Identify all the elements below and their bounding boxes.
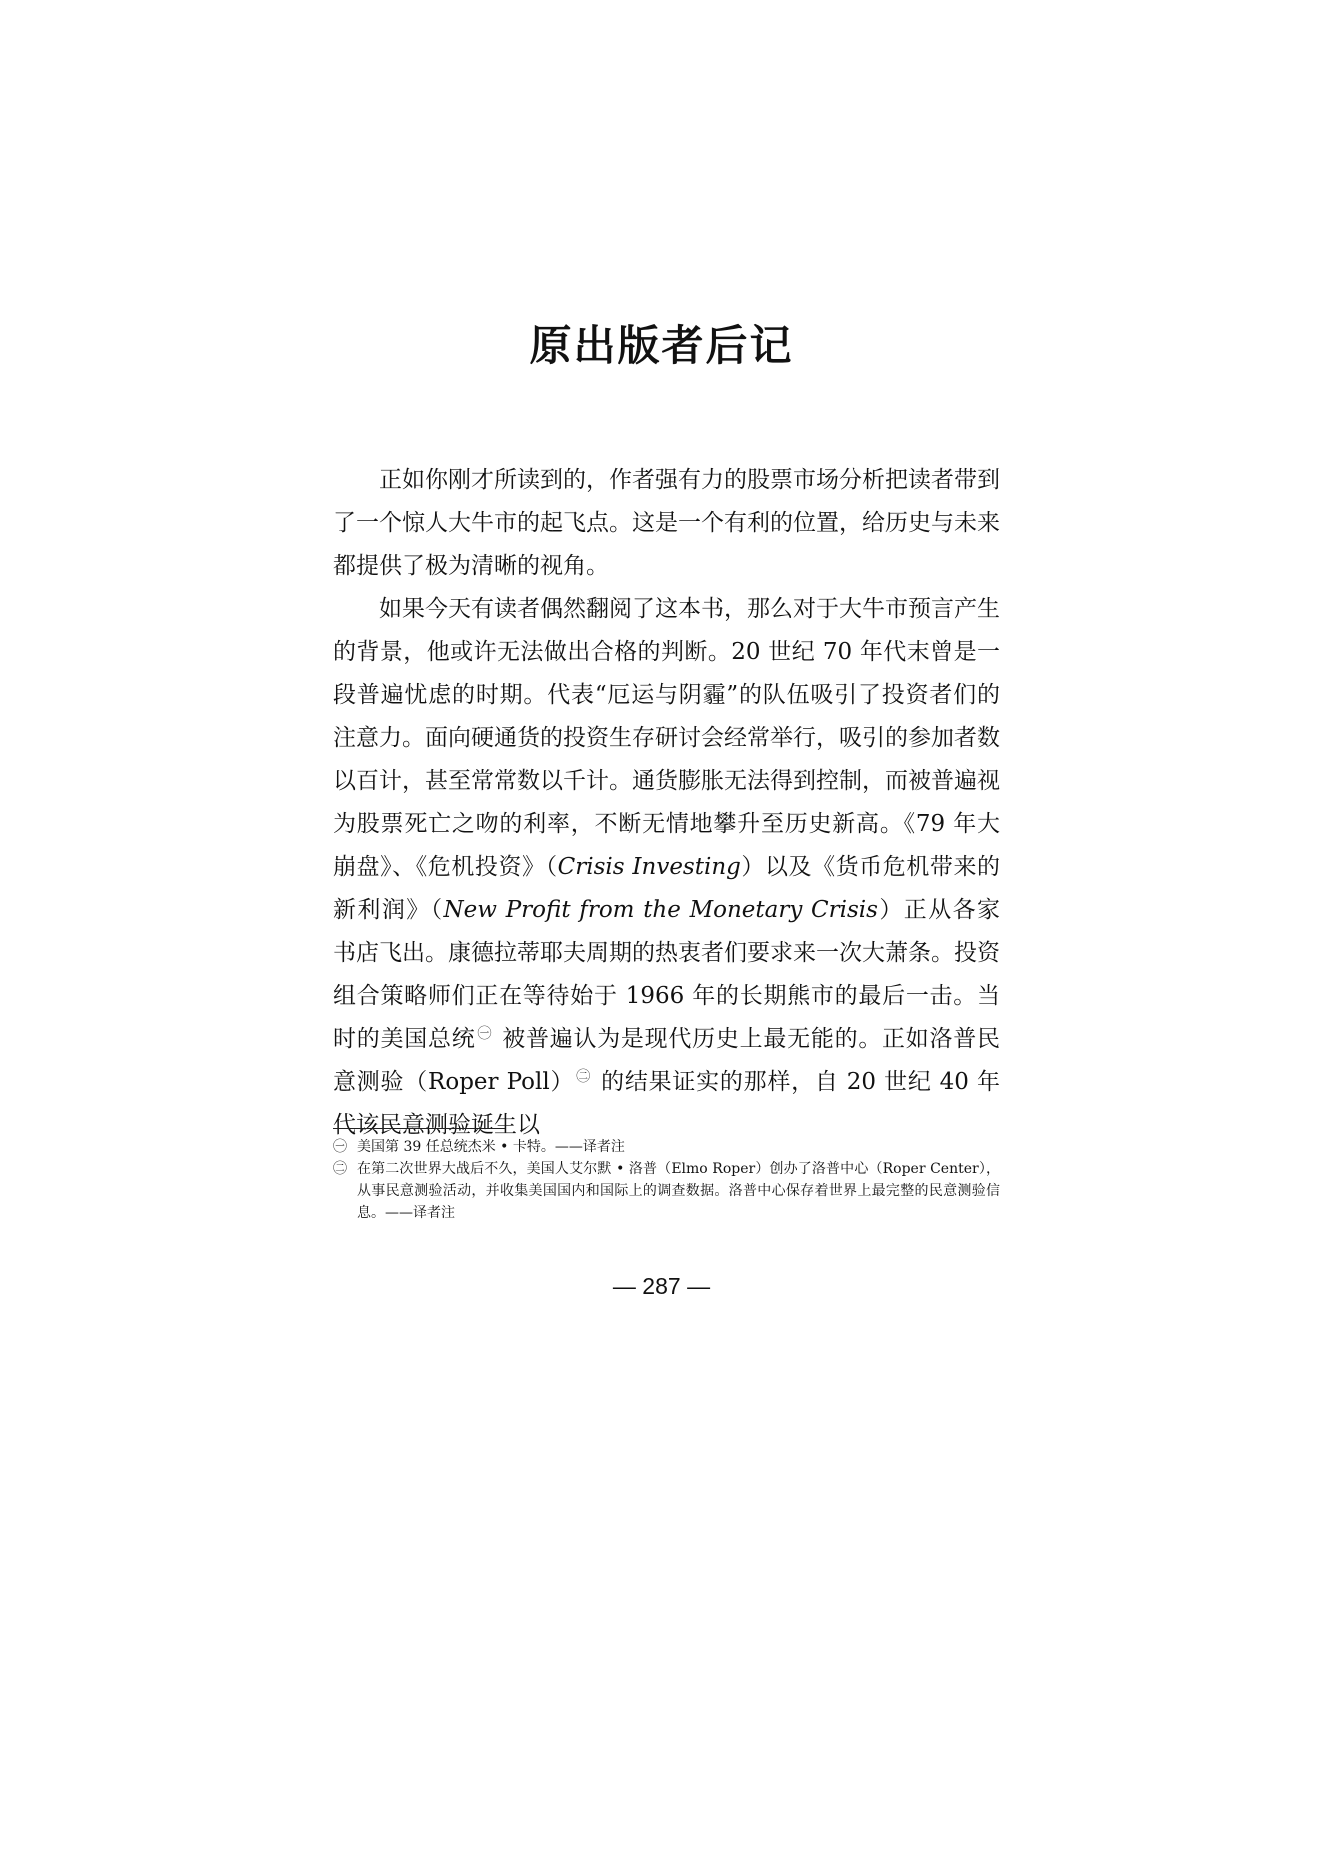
paragraph-1-text: 正如你刚才所读到的，作者强有力的股票市场分析把读者带到了一个惊人大牛市的起飞点。这是一个有利的位置，给历史与未来都提供了极为清晰的视角。 [333, 467, 1000, 579]
footnote-divider [333, 1128, 505, 1129]
footnote-ref-1[interactable]: ㊀ [477, 1025, 493, 1042]
footnote-text-1: 美国第 39 任总统杰米 • 卡特。——译者注 [357, 1139, 625, 1155]
book-title-crisis-investing: Crisis Investing [557, 854, 741, 880]
book-title-new-profit: New Profit from the Monetary Crisis [443, 897, 878, 923]
footnote-1 [333, 1136, 1000, 1158]
body-text [333, 459, 1000, 1147]
paragraph-2-text-d: 被普遍认为是现代历史上最无能的。正如洛普民意测验（Roper Poll） [333, 1026, 1001, 1095]
footnote-mark-2: ㊁ [333, 1161, 347, 1177]
page-number: — 287 — [612, 1273, 711, 1299]
paragraph-2-text-a: 如果今天有读者偶然翻阅了这本书，那么对于大牛市预言产生的背景，他或许无法做出合格的判断。20 世纪 70 年代末曾是一段普遍忧虑的时期。代表“厄运与阴霾”的队伍吸引了投资者们的注意力。面向硬通货的投资生存研讨会经常举行，吸引的参加者数以百计，甚至常常数以千计。通货膨胀无法得到控制，而被普遍视为股票死亡之吻的利率，不断无情地攀升至历史新高。《79 年大崩盘》、《危机投资》（ [333, 596, 1000, 880]
paragraph-1 [333, 459, 1000, 588]
page-title: 原出版者后记 [529, 321, 794, 370]
paragraph-2-text-c: ）正从各家书店飞出。康德拉蒂耶夫周期的热衷者们要求来一次大萧条。投资组合策略师们正在等待始于 1966 年的长期熊市的最后一击。当时的美国总统 [333, 897, 1001, 1052]
footnotes [333, 1136, 1000, 1224]
paragraph-2-text-b: ）以及《货币危机带来的新利润》（ [333, 854, 1001, 923]
paragraph-2 [333, 588, 1000, 1147]
paragraph-2-text-e: 的结果证实的那样，自 20 世纪 40 年代该民意测验诞生以 [333, 1069, 1000, 1138]
footnote-2 [333, 1158, 1000, 1224]
footnote-mark-1: ㊀ [333, 1139, 347, 1155]
footnote-text-2: 在第二次世界大战后不久，美国人艾尔默 • 洛普（Elmo Roper）创办了洛普中心（Roper Center），从事民意测验活动，并收集美国国内和国际上的调查数据。洛普中心保存着世界上最完整的民意测验信息。——译者注 [357, 1161, 1000, 1221]
footnote-ref-2[interactable]: ㊁ [576, 1068, 591, 1085]
